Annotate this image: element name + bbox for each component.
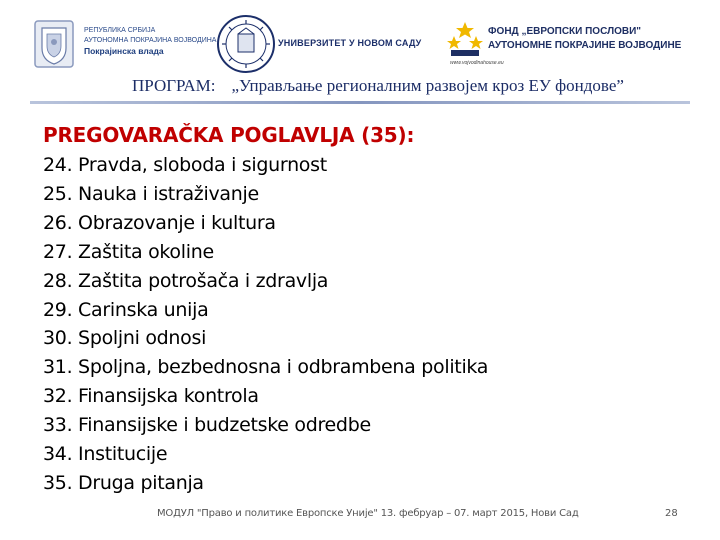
list-item: 25. Nauka i istraživanje — [43, 182, 259, 205]
list-item: 30. Spoljni odnosi — [43, 327, 207, 350]
list-item: 26. Obrazovanje i kultura — [43, 211, 276, 234]
list-item: 24. Pravda, sloboda i sigurnost — [43, 154, 327, 176]
university-seal-icon — [216, 14, 276, 74]
list-item: 34. Institucije — [43, 443, 168, 466]
provincial-government-logo-icon — [34, 20, 74, 68]
pv-strong-line: Покрајинска влада — [84, 46, 164, 56]
list-item: 35. Druga pitanja — [43, 471, 204, 494]
fund-line-1: ФОНД „ЕВРОПСКИ ПОСЛОВИ" — [488, 26, 642, 37]
list-item: 31. Spoljna, bezbednosna i odbrambena politika — [43, 356, 489, 379]
list-item: 27. Zaštita okoline — [43, 240, 214, 263]
program-label: ПРОГРАМ: — [132, 76, 216, 95]
pv-line-1: РЕПУБЛИКА СРБИЈА — [84, 27, 156, 34]
pv-line-2: АУТОНОМНА ПОКРАЈИНА ВОЈВОДИНА — [84, 37, 217, 44]
program-line — [132, 76, 624, 96]
university-name: УНИВЕРЗИТЕТ У НОВОМ САДУ — [278, 38, 422, 48]
slide-title: PREGOVARAČKA POGLAVLJA (35): — [43, 123, 415, 147]
program-title: „Управљање регионалним развојем кроз ЕУ фондове” — [231, 76, 624, 95]
page-number: 28 — [665, 508, 678, 519]
footer-text: МОДУЛ "Право и политике Европске Уније" 13. фебруар – 07. март 2015, Нови Сад — [157, 508, 579, 519]
chapter-list — [43, 151, 488, 498]
fund-line-2: АУТОНОМНЕ ПОКРАЈИНЕ ВОЈВОДИНЕ — [488, 40, 682, 51]
list-item: 29. Carinska unija — [43, 298, 209, 321]
list-item: 32. Finansijska kontrola — [43, 385, 259, 408]
fund-url: www.vojvodinahouse.eu — [450, 60, 504, 66]
provincial-government-text — [84, 26, 216, 56]
header-divider — [30, 101, 690, 104]
fund-stars-logo-icon — [445, 20, 485, 58]
fund-name — [488, 25, 681, 53]
list-item: 33. Finansijske i budzetske odredbe — [43, 414, 371, 437]
header-banner — [0, 0, 720, 100]
list-item: 28. Zaštita potrošača i zdravlja — [43, 269, 329, 292]
